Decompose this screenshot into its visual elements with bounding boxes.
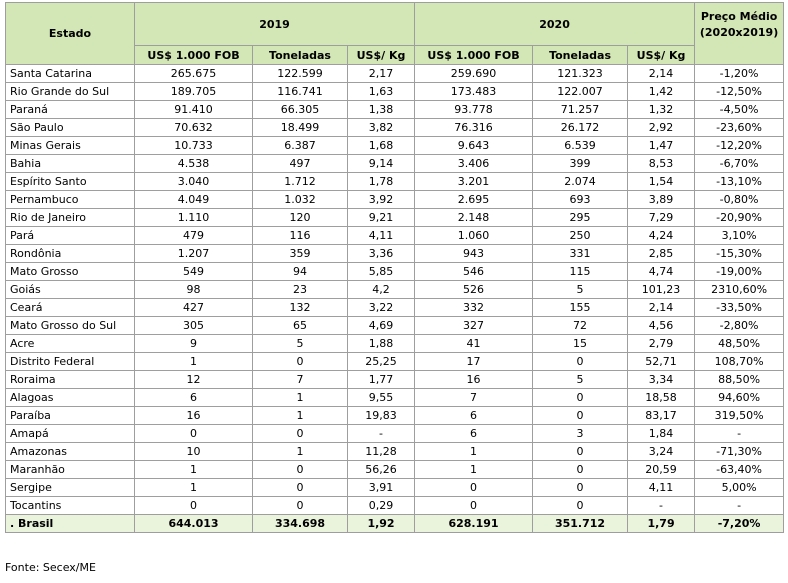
kg-2020-cell: 7,29: [628, 209, 695, 227]
header-ton-2020: Toneladas: [533, 46, 628, 65]
kg-2020-cell: 3,89: [628, 191, 695, 209]
kg-2020-cell: -: [628, 497, 695, 515]
fob-2019-cell: 10.733: [135, 137, 253, 155]
ton-2019-cell: 0: [253, 479, 348, 497]
kg-2019-cell: 4,69: [348, 317, 415, 335]
estado-cell: Tocantins: [6, 497, 135, 515]
kg-2019-cell: -: [348, 425, 415, 443]
variation-cell: 88,50%: [695, 371, 784, 389]
estado-cell: Minas Gerais: [6, 137, 135, 155]
kg-2019-cell: 3,92: [348, 191, 415, 209]
variation-cell: -4,50%: [695, 101, 784, 119]
header-preco-medio: [695, 3, 784, 65]
ton-2019-cell: 0: [253, 353, 348, 371]
kg-2020-cell: 8,53: [628, 155, 695, 173]
fob-2020-cell: 6: [415, 425, 533, 443]
fob-2020-cell: 943: [415, 245, 533, 263]
kg-2020-cell: 1,54: [628, 173, 695, 191]
ton-2020-cell: 6.539: [533, 137, 628, 155]
table-row: [6, 317, 784, 335]
ton-2019-cell: 0: [253, 461, 348, 479]
ton-2019-cell: 120: [253, 209, 348, 227]
ton-2020-cell: 115: [533, 263, 628, 281]
kg-2019-cell: 1,63: [348, 83, 415, 101]
fob-2020-cell: 1.060: [415, 227, 533, 245]
table-row: [6, 335, 784, 353]
kg-2020-cell: 1,32: [628, 101, 695, 119]
fob-2020-cell: 16: [415, 371, 533, 389]
ton-2019-cell: 94: [253, 263, 348, 281]
table-row: [6, 479, 784, 497]
variation-cell: -15,30%: [695, 245, 784, 263]
kg-2019-cell: 2,17: [348, 65, 415, 83]
kg-2020-cell: 4,74: [628, 263, 695, 281]
variation-cell: -1,20%: [695, 65, 784, 83]
kg-2020-cell: 2,14: [628, 299, 695, 317]
total-row: [6, 515, 784, 533]
estado-cell: Rio Grande do Sul: [6, 83, 135, 101]
fob-2019-cell: 305: [135, 317, 253, 335]
fob-2019-cell: 16: [135, 407, 253, 425]
fob-2019-cell: 549: [135, 263, 253, 281]
export-table: [5, 2, 784, 533]
kg-2020-cell: 18,58: [628, 389, 695, 407]
variation-cell: -23,60%: [695, 119, 784, 137]
variation-cell: 2310,60%: [695, 281, 784, 299]
table-row: [6, 263, 784, 281]
fob-2019-cell: 91.410: [135, 101, 253, 119]
kg-2019-cell: 56,26: [348, 461, 415, 479]
fob-2019-cell: 3.040: [135, 173, 253, 191]
ton-2019-cell: 1: [253, 443, 348, 461]
ton-2020-cell: 5: [533, 281, 628, 299]
fob-2019-cell: 1.207: [135, 245, 253, 263]
table-row: [6, 299, 784, 317]
fob-2019-cell: 1: [135, 479, 253, 497]
variation-cell: -: [695, 497, 784, 515]
estado-cell: Rio de Janeiro: [6, 209, 135, 227]
table-row: [6, 155, 784, 173]
ton-2020-cell: 250: [533, 227, 628, 245]
kg-2019-cell: 1,38: [348, 101, 415, 119]
variation-cell: -2,80%: [695, 317, 784, 335]
variation-cell: -12,50%: [695, 83, 784, 101]
fob-2020-cell: 526: [415, 281, 533, 299]
kg-2019-cell: 9,55: [348, 389, 415, 407]
kg-2019-cell: 1,78: [348, 173, 415, 191]
ton-2019-cell: 132: [253, 299, 348, 317]
kg-2019-cell: 25,25: [348, 353, 415, 371]
kg-2020-cell: 4,24: [628, 227, 695, 245]
estado-cell: Mato Grosso: [6, 263, 135, 281]
fob-2020-cell: 0: [415, 497, 533, 515]
header-kg-2019: US$/ Kg: [348, 46, 415, 65]
ton-2020-cell: 399: [533, 155, 628, 173]
kg-2019-cell: 3,82: [348, 119, 415, 137]
ton-2019-cell: 1: [253, 407, 348, 425]
table-row: [6, 371, 784, 389]
fob-2020-cell: 93.778: [415, 101, 533, 119]
kg-2019-cell: 4,2: [348, 281, 415, 299]
kg-2019-cell: 9,21: [348, 209, 415, 227]
kg-2020-cell: 4,11: [628, 479, 695, 497]
fob-2019-cell: 10: [135, 443, 253, 461]
header-fob-2020: US$ 1.000 FOB: [415, 46, 533, 65]
table-row: [6, 389, 784, 407]
ton-2020-cell: 0: [533, 353, 628, 371]
variation-cell: -71,30%: [695, 443, 784, 461]
variation-cell: 94,60%: [695, 389, 784, 407]
estado-cell: Mato Grosso do Sul: [6, 317, 135, 335]
kg-2020-cell: 1,47: [628, 137, 695, 155]
kg-2020-cell: 101,23: [628, 281, 695, 299]
estado-cell: Goiás: [6, 281, 135, 299]
fob-2019-cell: 4.049: [135, 191, 253, 209]
fob-2020-cell: 1: [415, 443, 533, 461]
fob-2020-cell: 259.690: [415, 65, 533, 83]
table-row: [6, 173, 784, 191]
ton-2020-cell: 0: [533, 461, 628, 479]
header-kg-2020: US$/ Kg: [628, 46, 695, 65]
ton-2020-cell: 0: [533, 443, 628, 461]
table-row: [6, 191, 784, 209]
kg-2020-cell: 3,34: [628, 371, 695, 389]
fob-2020-cell: 6: [415, 407, 533, 425]
kg-2020-cell: 52,71: [628, 353, 695, 371]
fob-2020-cell: 1: [415, 461, 533, 479]
estado-cell: Ceará: [6, 299, 135, 317]
fob-2020-cell: 3.201: [415, 173, 533, 191]
ton-2019-cell: 6.387: [253, 137, 348, 155]
ton-2019-cell: 116: [253, 227, 348, 245]
table-row: [6, 461, 784, 479]
header-year-2020: 2020: [415, 3, 695, 46]
kg-2019-cell: 1,68: [348, 137, 415, 155]
variation-cell: 108,70%: [695, 353, 784, 371]
kg-2020-cell: 83,17: [628, 407, 695, 425]
ton-2020-cell: 295: [533, 209, 628, 227]
kg-2020-cell: 1,79: [628, 515, 695, 533]
ton-2019-cell: 18.499: [253, 119, 348, 137]
kg-2019-cell: 0,29: [348, 497, 415, 515]
estado-cell: Alagoas: [6, 389, 135, 407]
fob-2019-cell: 644.013: [135, 515, 253, 533]
fob-2019-cell: 265.675: [135, 65, 253, 83]
fob-2020-cell: 41: [415, 335, 533, 353]
ton-2019-cell: 1: [253, 389, 348, 407]
fob-2020-cell: 17: [415, 353, 533, 371]
variation-cell: -20,90%: [695, 209, 784, 227]
fob-2020-cell: 327: [415, 317, 533, 335]
ton-2019-cell: 497: [253, 155, 348, 173]
kg-2019-cell: 19,83: [348, 407, 415, 425]
estado-cell: Paraíba: [6, 407, 135, 425]
ton-2020-cell: 71.257: [533, 101, 628, 119]
fob-2020-cell: 332: [415, 299, 533, 317]
ton-2019-cell: 359: [253, 245, 348, 263]
variation-cell: 48,50%: [695, 335, 784, 353]
fob-2020-cell: 9.643: [415, 137, 533, 155]
kg-2020-cell: 2,85: [628, 245, 695, 263]
ton-2020-cell: 0: [533, 497, 628, 515]
kg-2020-cell: 1,42: [628, 83, 695, 101]
fob-2020-cell: 3.406: [415, 155, 533, 173]
estado-cell: Roraima: [6, 371, 135, 389]
fob-2019-cell: 98: [135, 281, 253, 299]
variation-cell: 5,00%: [695, 479, 784, 497]
ton-2020-cell: 331: [533, 245, 628, 263]
kg-2020-cell: 2,92: [628, 119, 695, 137]
variation-cell: -33,50%: [695, 299, 784, 317]
variation-cell: -19,00%: [695, 263, 784, 281]
variation-cell: -63,40%: [695, 461, 784, 479]
ton-2019-cell: 7: [253, 371, 348, 389]
kg-2019-cell: 3,91: [348, 479, 415, 497]
ton-2020-cell: 5: [533, 371, 628, 389]
fob-2020-cell: 546: [415, 263, 533, 281]
ton-2019-cell: 1.712: [253, 173, 348, 191]
kg-2019-cell: 1,77: [348, 371, 415, 389]
table-row: [6, 137, 784, 155]
estado-cell: Santa Catarina: [6, 65, 135, 83]
fob-2020-cell: 76.316: [415, 119, 533, 137]
fob-2019-cell: 9: [135, 335, 253, 353]
estado-cell: São Paulo: [6, 119, 135, 137]
kg-2019-cell: 11,28: [348, 443, 415, 461]
fob-2020-cell: 173.483: [415, 83, 533, 101]
fob-2020-cell: 628.191: [415, 515, 533, 533]
table-row: [6, 353, 784, 371]
kg-2020-cell: 1,84: [628, 425, 695, 443]
table-body: [6, 65, 784, 533]
kg-2020-cell: 2,14: [628, 65, 695, 83]
ton-2019-cell: 5: [253, 335, 348, 353]
kg-2020-cell: 2,79: [628, 335, 695, 353]
kg-2019-cell: 3,36: [348, 245, 415, 263]
estado-cell: Distrito Federal: [6, 353, 135, 371]
table-row: [6, 443, 784, 461]
ton-2020-cell: 351.712: [533, 515, 628, 533]
estado-cell: Paraná: [6, 101, 135, 119]
estado-cell: Pará: [6, 227, 135, 245]
fob-2019-cell: 0: [135, 425, 253, 443]
variation-cell: -7,20%: [695, 515, 784, 533]
variation-cell: -0,80%: [695, 191, 784, 209]
ton-2020-cell: 3: [533, 425, 628, 443]
fob-2019-cell: 1: [135, 461, 253, 479]
fob-2020-cell: 7: [415, 389, 533, 407]
variation-cell: -: [695, 425, 784, 443]
ton-2020-cell: 693: [533, 191, 628, 209]
estado-cell: . Brasil: [6, 515, 135, 533]
variation-cell: 3,10%: [695, 227, 784, 245]
table-header: [6, 3, 784, 65]
fob-2019-cell: 70.632: [135, 119, 253, 137]
ton-2020-cell: 72: [533, 317, 628, 335]
ton-2019-cell: 66.305: [253, 101, 348, 119]
ton-2020-cell: 0: [533, 389, 628, 407]
ton-2019-cell: 65: [253, 317, 348, 335]
ton-2020-cell: 155: [533, 299, 628, 317]
header-preco-line2: (2020x2019): [699, 26, 779, 39]
estado-cell: Bahia: [6, 155, 135, 173]
ton-2019-cell: 334.698: [253, 515, 348, 533]
table-row: [6, 227, 784, 245]
header-estado: Estado: [6, 3, 135, 65]
ton-2020-cell: 0: [533, 479, 628, 497]
estado-cell: Amazonas: [6, 443, 135, 461]
header-preco-line1: Preço Médio: [700, 10, 778, 23]
fob-2020-cell: 2.695: [415, 191, 533, 209]
variation-cell: 319,50%: [695, 407, 784, 425]
kg-2020-cell: 3,24: [628, 443, 695, 461]
fob-2019-cell: 4.538: [135, 155, 253, 173]
kg-2020-cell: 4,56: [628, 317, 695, 335]
estado-cell: Rondônia: [6, 245, 135, 263]
ton-2019-cell: 1.032: [253, 191, 348, 209]
variation-cell: -6,70%: [695, 155, 784, 173]
table-row: [6, 407, 784, 425]
table-row: [6, 281, 784, 299]
estado-cell: Sergipe: [6, 479, 135, 497]
ton-2020-cell: 0: [533, 407, 628, 425]
source-note: Fonte: Secex/ME: [5, 561, 96, 574]
estado-cell: Pernambuco: [6, 191, 135, 209]
kg-2019-cell: 1,88: [348, 335, 415, 353]
fob-2019-cell: 1.110: [135, 209, 253, 227]
table-row: [6, 101, 784, 119]
fob-2019-cell: 12: [135, 371, 253, 389]
table-row: [6, 65, 784, 83]
fob-2019-cell: 427: [135, 299, 253, 317]
ton-2020-cell: 122.007: [533, 83, 628, 101]
fob-2019-cell: 479: [135, 227, 253, 245]
ton-2019-cell: 0: [253, 425, 348, 443]
table-row: [6, 245, 784, 263]
header-ton-2019: Toneladas: [253, 46, 348, 65]
ton-2020-cell: 121.323: [533, 65, 628, 83]
estado-cell: Amapá: [6, 425, 135, 443]
fob-2019-cell: 189.705: [135, 83, 253, 101]
fob-2019-cell: 0: [135, 497, 253, 515]
kg-2019-cell: 3,22: [348, 299, 415, 317]
variation-cell: -12,20%: [695, 137, 784, 155]
ton-2019-cell: 0: [253, 497, 348, 515]
table-row: [6, 83, 784, 101]
ton-2019-cell: 23: [253, 281, 348, 299]
ton-2019-cell: 122.599: [253, 65, 348, 83]
estado-cell: Acre: [6, 335, 135, 353]
fob-2020-cell: 2.148: [415, 209, 533, 227]
estado-cell: Espírito Santo: [6, 173, 135, 191]
variation-cell: -13,10%: [695, 173, 784, 191]
table-row: [6, 209, 784, 227]
kg-2019-cell: 5,85: [348, 263, 415, 281]
header-fob-2019: US$ 1.000 FOB: [135, 46, 253, 65]
fob-2019-cell: 6: [135, 389, 253, 407]
header-year-2019: 2019: [135, 3, 415, 46]
fob-2020-cell: 0: [415, 479, 533, 497]
table-row: [6, 119, 784, 137]
ton-2020-cell: 26.172: [533, 119, 628, 137]
ton-2020-cell: 2.074: [533, 173, 628, 191]
table-row: [6, 425, 784, 443]
ton-2019-cell: 116.741: [253, 83, 348, 101]
kg-2019-cell: 1,92: [348, 515, 415, 533]
ton-2020-cell: 15: [533, 335, 628, 353]
fob-2019-cell: 1: [135, 353, 253, 371]
kg-2019-cell: 9,14: [348, 155, 415, 173]
kg-2019-cell: 4,11: [348, 227, 415, 245]
estado-cell: Maranhão: [6, 461, 135, 479]
kg-2020-cell: 20,59: [628, 461, 695, 479]
table-row: [6, 497, 784, 515]
